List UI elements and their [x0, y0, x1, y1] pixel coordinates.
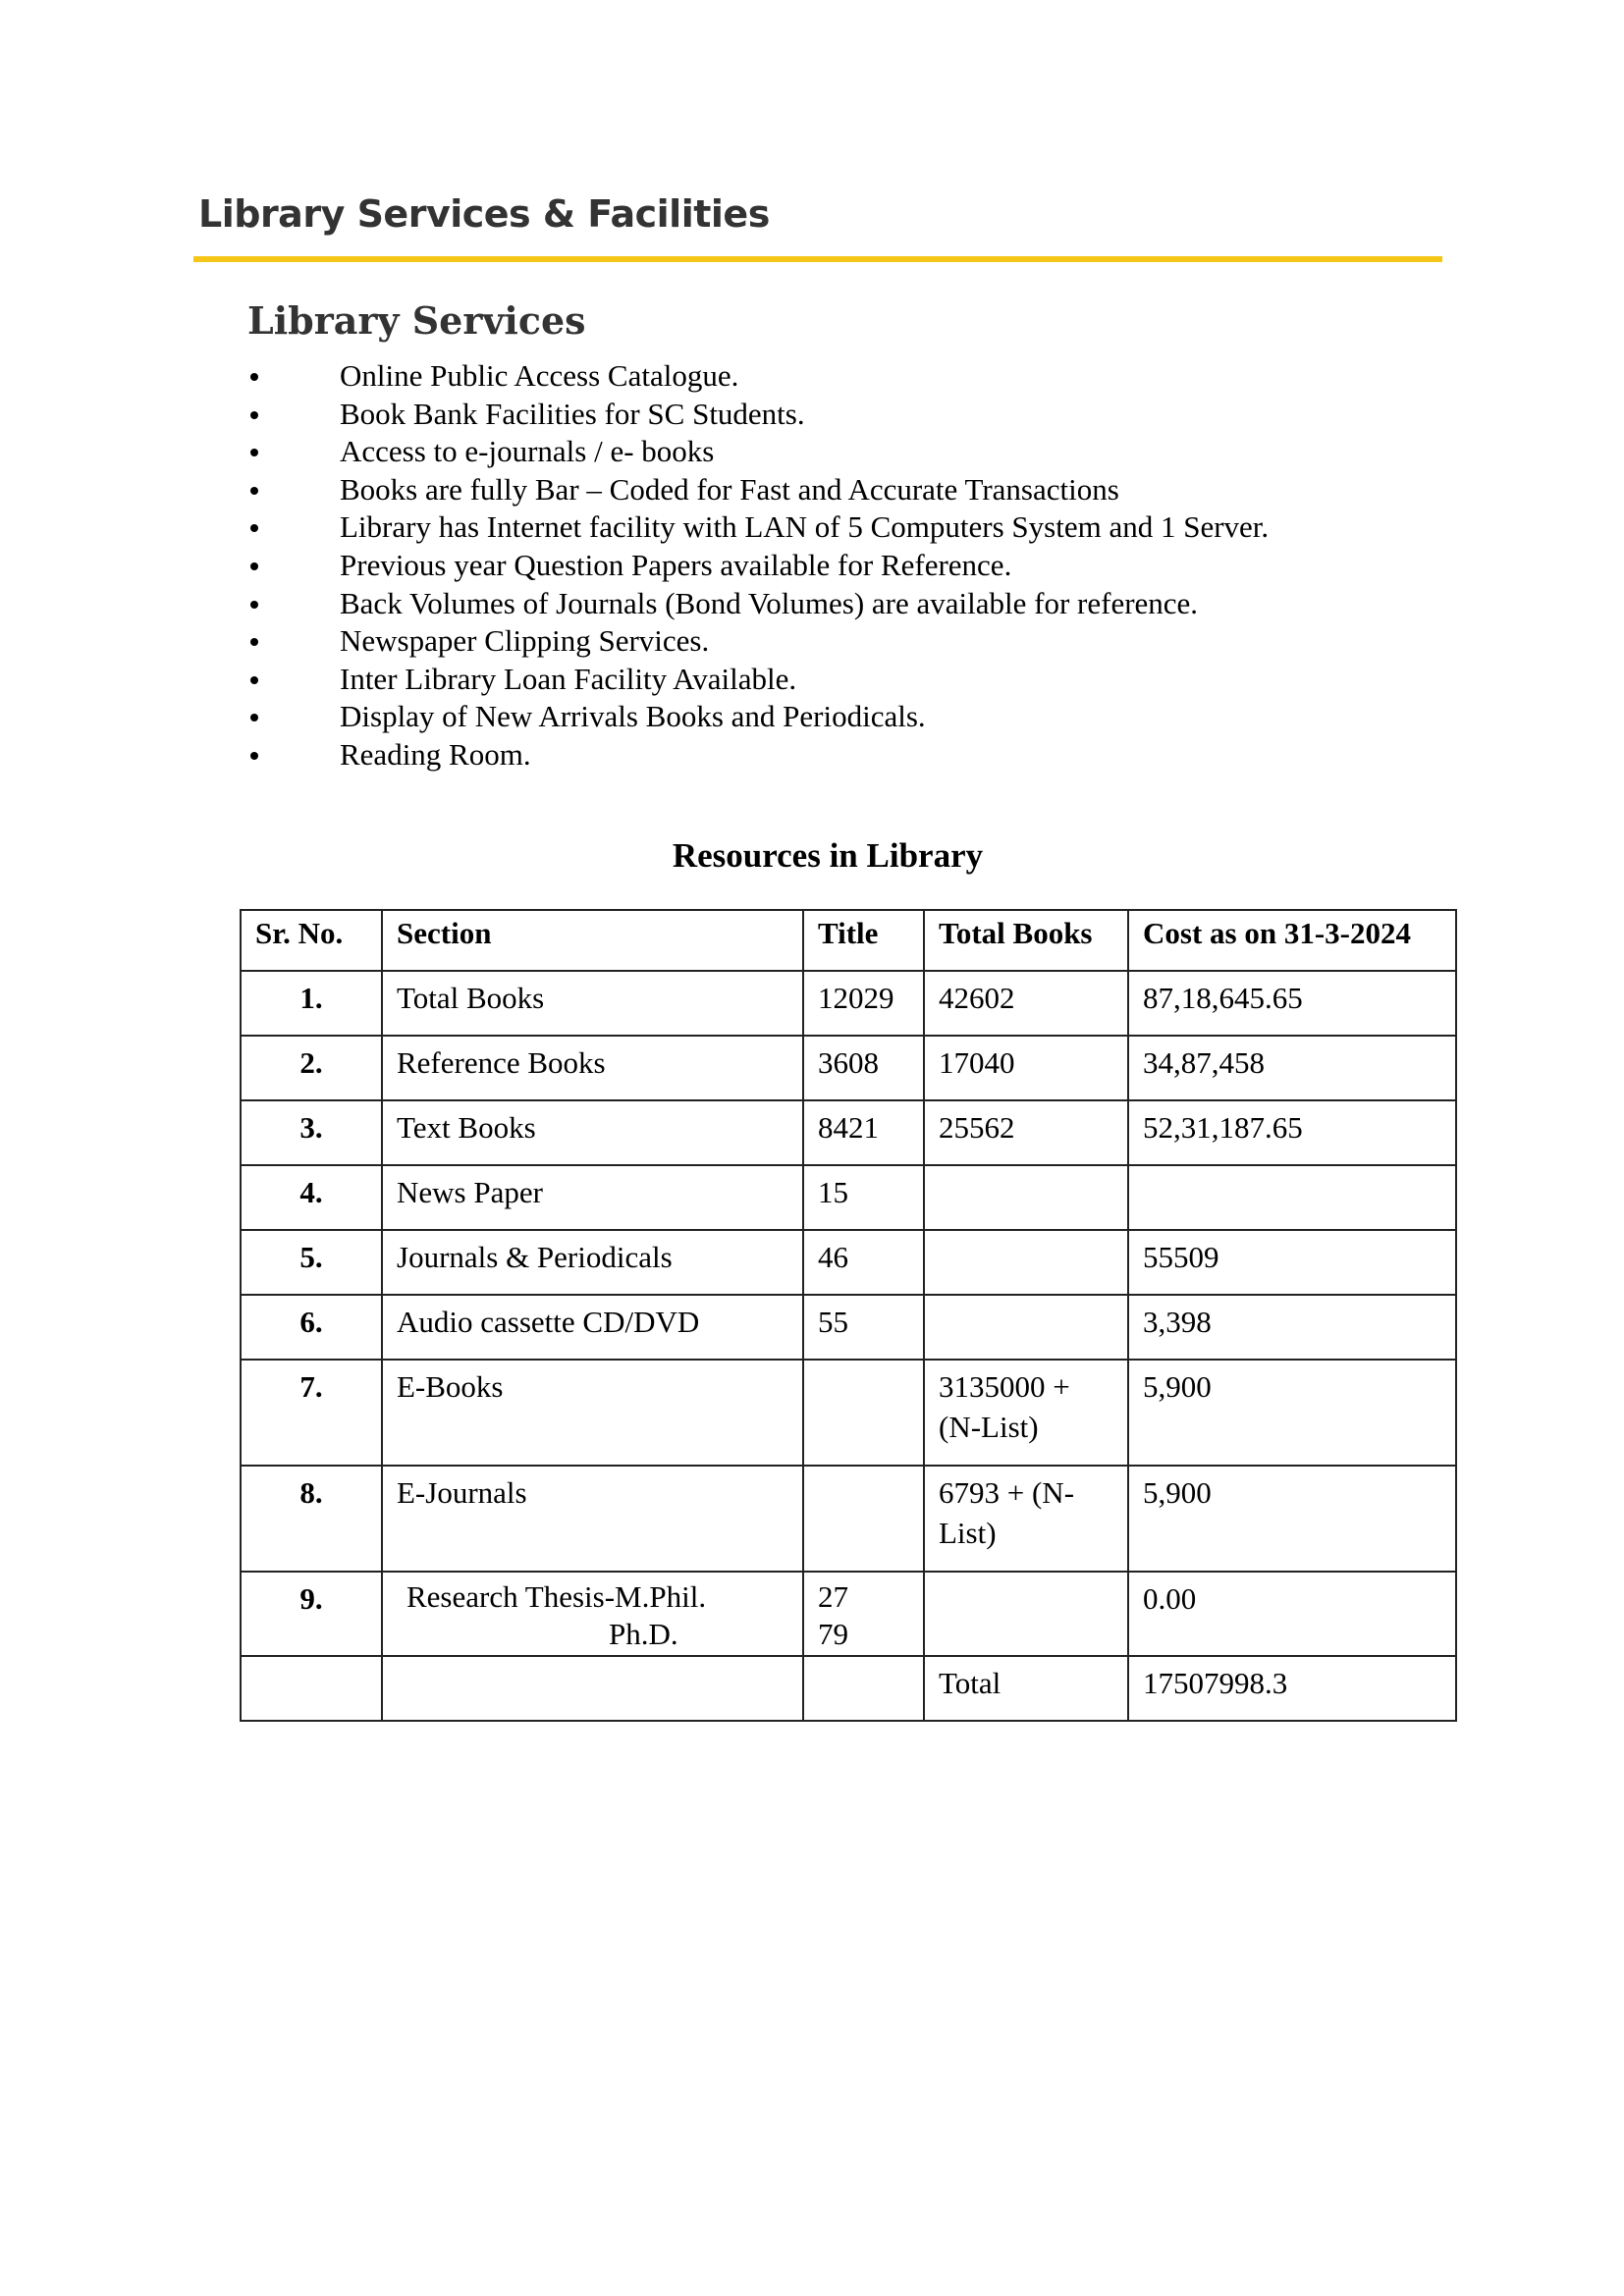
cell-sr: 6. — [241, 1295, 382, 1360]
cell-sr — [241, 1656, 382, 1721]
list-item — [245, 736, 1269, 774]
cell-cost: 34,87,458 — [1128, 1036, 1456, 1100]
list-item-text: Inter Library Loan Facility Available. — [340, 661, 797, 696]
list-item-text: Access to e-journals / e- books — [340, 434, 715, 469]
list-item — [245, 585, 1269, 623]
list-item — [245, 547, 1269, 585]
list-item — [245, 433, 1269, 471]
table-title — [0, 836, 1624, 876]
cell-title: 15 — [803, 1165, 924, 1230]
cell-cost: 55509 — [1128, 1230, 1456, 1295]
table-row — [241, 1100, 1456, 1165]
total-label: Total — [924, 1656, 1128, 1721]
cell-title — [803, 1656, 924, 1721]
cell-section: Total Books — [382, 971, 803, 1036]
cell-sr: 3. — [241, 1100, 382, 1165]
list-item — [245, 396, 1269, 434]
cell-title — [803, 1466, 924, 1572]
table-row — [241, 1036, 1456, 1100]
table-row — [241, 1230, 1456, 1295]
table-row — [241, 1360, 1456, 1466]
cell-total-line: (N-List) — [939, 1410, 1039, 1444]
bullet-icon — [250, 562, 258, 570]
bullet-icon — [250, 714, 258, 721]
section-heading-library-services: Library Services — [247, 298, 586, 343]
cell-title-line: 79 — [818, 1617, 848, 1651]
cell-sr: 2. — [241, 1036, 382, 1100]
bullet-icon — [250, 411, 258, 419]
table-row — [241, 1295, 1456, 1360]
bullet-icon — [250, 752, 258, 760]
cell-cost: 87,18,645.65 — [1128, 971, 1456, 1036]
bullet-icon — [250, 601, 258, 609]
cell-total — [924, 1572, 1128, 1656]
resources-table — [240, 909, 1457, 1722]
cell-total-line: 3135000 + — [939, 1369, 1070, 1404]
bullet-icon — [250, 524, 258, 532]
cell-title: 12029 — [803, 971, 924, 1036]
cell-cost: 5,900 — [1128, 1360, 1456, 1466]
list-item-text: Newspaper Clipping Services. — [340, 623, 710, 659]
bullet-icon — [250, 638, 258, 646]
bullet-icon — [250, 373, 258, 381]
cell-cost: 0.00 — [1128, 1572, 1456, 1656]
cell-sr: 5. — [241, 1230, 382, 1295]
cell-total — [924, 1295, 1128, 1360]
table-row — [241, 1165, 1456, 1230]
cell-total — [924, 1466, 1128, 1572]
list-item — [245, 661, 1269, 699]
table-row — [241, 971, 1456, 1036]
cell-sr: 1. — [241, 971, 382, 1036]
cell-total — [924, 1165, 1128, 1230]
column-header-total-books: Total Books — [924, 910, 1128, 971]
column-header-title: Title — [803, 910, 924, 971]
column-header-sr-no: Sr. No. — [241, 910, 382, 971]
cell-sr: 9. — [241, 1572, 382, 1656]
list-item-text: Online Public Access Catalogue. — [340, 358, 739, 393]
list-item — [245, 357, 1269, 396]
list-item-text: Back Volumes of Journals (Bond Volumes) are available for reference. — [340, 585, 1199, 620]
cell-total: 25562 — [924, 1100, 1128, 1165]
cell-section: News Paper — [382, 1165, 803, 1230]
cell-title-line: 27 — [818, 1579, 848, 1614]
page-title: Library Services & Facilities — [198, 192, 770, 236]
cell-total — [924, 1230, 1128, 1295]
list-item-text: Books are fully Bar – Coded for Fast and Accurate Transactions — [340, 471, 1119, 507]
cell-section: Audio cassette CD/DVD — [382, 1295, 803, 1360]
list-item — [245, 622, 1269, 661]
table-header-row — [241, 910, 1456, 971]
cell-total — [924, 1360, 1128, 1466]
bullet-icon — [250, 449, 258, 456]
cell-total: 17040 — [924, 1036, 1128, 1100]
bullet-icon — [250, 487, 258, 495]
cell-section: Reference Books — [382, 1036, 803, 1100]
cell-title — [803, 1360, 924, 1466]
list-item-text: Book Bank Facilities for SC Students. — [340, 396, 805, 431]
cell-title: 55 — [803, 1295, 924, 1360]
cell-section-line: Ph.D. — [609, 1617, 678, 1651]
cell-section — [382, 1656, 803, 1721]
cell-sr: 7. — [241, 1360, 382, 1466]
cell-section: E-Journals — [382, 1466, 803, 1572]
cell-total: 42602 — [924, 971, 1128, 1036]
cell-section: Journals & Periodicals — [382, 1230, 803, 1295]
cell-title — [803, 1572, 924, 1656]
cell-total-line: List) — [939, 1516, 997, 1550]
cell-section — [382, 1572, 803, 1656]
list-item — [245, 698, 1269, 736]
title-underline — [193, 256, 1442, 262]
total-cost: 17507998.3 — [1128, 1656, 1456, 1721]
table-row — [241, 1572, 1456, 1656]
cell-cost — [1128, 1165, 1456, 1230]
cell-cost: 5,900 — [1128, 1466, 1456, 1572]
table-title-text: Resources in Library — [672, 836, 984, 875]
cell-cost: 52,31,187.65 — [1128, 1100, 1456, 1165]
list-item-text: Display of New Arrivals Books and Periodicals. — [340, 699, 926, 734]
list-item-text: Previous year Question Papers available for Reference. — [340, 547, 1012, 582]
cell-sr: 4. — [241, 1165, 382, 1230]
list-item-text: Reading Room. — [340, 736, 531, 772]
cell-cost: 3,398 — [1128, 1295, 1456, 1360]
column-header-cost: Cost as on 31-3-2024 — [1128, 910, 1456, 971]
cell-title: 46 — [803, 1230, 924, 1295]
services-list — [245, 357, 1269, 774]
cell-title: 3608 — [803, 1036, 924, 1100]
list-item — [245, 508, 1269, 547]
cell-section: Text Books — [382, 1100, 803, 1165]
cell-title: 8421 — [803, 1100, 924, 1165]
bullet-icon — [250, 676, 258, 684]
list-item-text: Library has Internet facility with LAN of 5 Computers System and 1 Server. — [340, 509, 1270, 545]
table-total-row — [241, 1656, 1456, 1721]
cell-section: E-Books — [382, 1360, 803, 1466]
cell-section-line: Research Thesis-M.Phil. — [406, 1579, 707, 1614]
list-item — [245, 471, 1269, 509]
cell-total-line: 6793 + (N- — [939, 1475, 1075, 1510]
column-header-section: Section — [382, 910, 803, 971]
cell-sr: 8. — [241, 1466, 382, 1572]
table-row — [241, 1466, 1456, 1572]
